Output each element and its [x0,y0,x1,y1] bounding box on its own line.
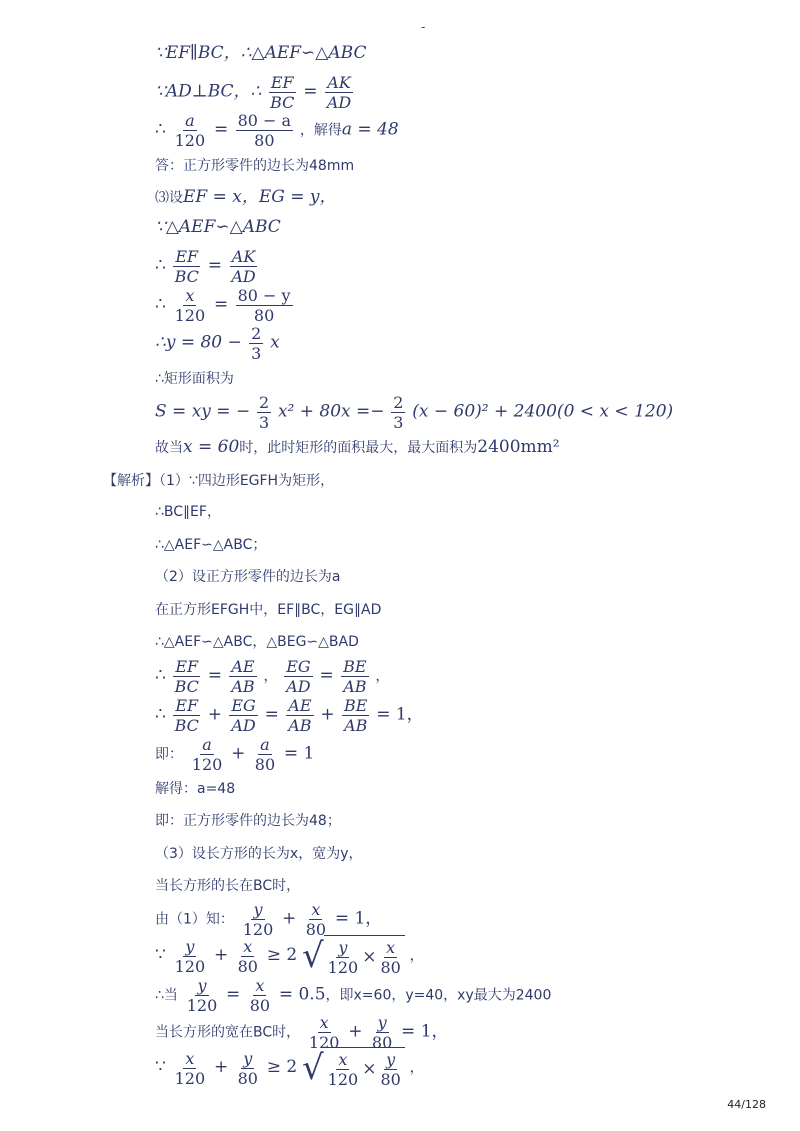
text: ∴y = 80 − [155,332,248,353]
fraction [173,937,208,976]
numerator: EF [270,73,294,92]
text: ，解得 [299,122,342,139]
denominator: 3 [251,344,262,363]
plus: + [231,743,251,764]
denominator: 120 [327,1069,359,1089]
fraction [253,735,277,774]
numerator: AE [288,696,312,715]
numerator: EG [231,696,256,715]
text: 时，此时矩形的面积最大，最大面积为 [239,440,478,456]
denominator: 120 [308,1033,340,1052]
text: 2400mm² [477,437,560,457]
plus: + [207,704,228,725]
denominator: 120 [186,996,218,1015]
numerator: x [255,976,265,995]
text: ∴ [155,665,166,686]
denominator: BC [270,93,295,112]
denominator: 3 [393,413,404,432]
fraction [185,976,220,1015]
text: = 0.5 [278,984,326,1005]
analysis-line: 即：正方形零件的边长为48； [155,813,341,829]
text: S = xy = − [155,401,251,422]
text: x² + 80x =− [277,401,385,422]
fraction [378,938,402,977]
numerator: a [185,111,195,130]
text: ， [409,948,424,964]
line-area-formula [155,393,673,432]
denominator: 120 [174,306,206,325]
fraction [236,937,260,976]
fraction [173,696,201,735]
line-similar: ∵△AEF∽△ABC [155,217,281,237]
line-ratio [155,247,260,286]
equals: = [319,665,340,686]
text: ，即x=60，y=40，xy最大为2400 [325,987,552,1004]
denominator: AB [231,677,255,696]
numerator: 80 − a [237,111,292,130]
analysis-inequality-2 [155,1047,424,1089]
denominator: 80 [371,1033,393,1052]
fraction [268,73,296,112]
fraction [304,900,328,939]
text: = 1， [401,1021,449,1042]
line-answer-1: 答：正方形零件的边长为48mm [155,158,355,174]
text: ∵AD⊥BC，∴ [155,81,262,102]
square-root [302,1047,405,1089]
denominator: 80 [380,957,401,977]
line-conclusion [155,437,560,458]
equals: = [213,294,234,315]
radicand [324,935,405,977]
text: 故当 [155,440,183,456]
text: ≥ 2 [266,1057,298,1077]
square-root [302,935,405,977]
line-solve-a [155,111,399,150]
plus: + [348,1021,368,1042]
numerator: BE [343,657,367,676]
fraction [325,73,353,112]
fraction [236,1049,260,1088]
denominator: 120 [191,755,223,774]
analysis-line: （2）设正方形零件的边长为a [155,569,341,585]
fraction [286,696,313,735]
numerator: AE [231,657,255,676]
fraction [326,938,361,977]
numerator: y [243,1048,253,1068]
text: x = 60 [183,437,240,457]
fraction [378,1050,402,1089]
analysis-line: ∴△AEF∽△ABC； [155,537,267,553]
analysis-line: 解得：a=48 [155,781,236,797]
denominator: 80 [237,1068,258,1088]
fraction [249,324,263,363]
numerator: x [338,1049,348,1069]
fraction [190,735,225,774]
denominator: AD [286,677,311,696]
equals: = [226,984,246,1005]
header-mark: - [421,20,426,34]
denominator: 80 [249,996,271,1015]
numerator: 80 − y [237,286,291,305]
equals: = [207,665,228,686]
fraction [342,696,369,735]
numerator: AK [327,73,351,92]
denominator: 80 [305,920,327,939]
denominator: AB [344,716,368,735]
fraction [173,657,201,696]
text: EF = x，EG = y， [183,187,337,207]
numerator: x [319,1013,329,1032]
numerator: y [185,936,195,956]
numerator: EF [175,247,199,266]
denominator: 120 [327,957,359,977]
numerator: EG [286,657,311,676]
denominator: BC [174,716,199,735]
text: ∵ [155,945,166,965]
fraction [284,657,312,696]
numerator: a [202,735,212,754]
plus: + [213,1057,234,1077]
line-y-expression [155,324,280,363]
analysis-sum [155,696,424,735]
denominator: BC [174,677,199,696]
numerator: y [253,900,263,919]
fraction [229,657,256,696]
analysis-line: ∴BC∥EF， [155,504,221,520]
numerator: x [185,286,195,305]
analysis-known [155,900,382,939]
radicand [324,1047,405,1089]
text: ∴ [155,255,166,276]
denominator: 80 [380,1069,401,1089]
numerator: BE [344,696,368,715]
text: a = 48 [341,119,399,140]
numerator: x [311,900,321,919]
numerator: 2 [393,393,404,412]
numerator: x [185,1048,195,1068]
denominator: AD [231,267,256,286]
radical-sign: √ [301,936,324,976]
analysis-inequality [155,935,424,977]
denominator: 80 [254,131,275,150]
analysis-equation [155,735,314,774]
fraction [241,900,276,939]
denominator: 80 [253,306,275,325]
analysis-heading: 【解析】（1）∵四边形EGFH为矩形， [103,473,335,489]
radical-sign: √ [301,1048,324,1088]
denominator: AB [343,677,367,696]
numerator: 2 [251,324,262,343]
text: ∴ [155,294,166,315]
denominator: BC [174,267,199,286]
line-area-intro: ∴矩形面积为 [155,371,234,387]
numerator: AK [231,247,256,266]
times: × [362,947,377,967]
text: ≥ 2 [266,945,298,965]
text: 即： [155,746,183,763]
denominator: AD [326,93,352,112]
plus: + [282,908,302,929]
equals: = [303,81,323,102]
numerator: y [338,937,348,957]
denominator: 120 [174,1068,206,1088]
analysis-ratios [155,657,389,696]
numerator: y [377,1013,387,1032]
analysis-line: ∴△AEF∽△ABC，△BEG∽△BAD [155,634,359,650]
text: ∴ [155,704,166,725]
fraction [391,393,405,432]
text: = 1， [334,908,383,929]
numerator: x [386,937,396,957]
denominator: 120 [174,131,206,150]
fraction [236,286,293,325]
denominator: 120 [174,956,206,976]
equals: = [264,704,285,725]
text: ， [263,668,278,685]
text: 当长方形的宽在BC时， [155,1024,301,1041]
denominator: AD [231,716,256,735]
numerator: EF [175,657,199,676]
denominator: 80 [254,755,276,774]
times: × [362,1059,377,1079]
fraction [257,393,271,432]
denominator: 120 [242,920,274,939]
text: = 1 [283,743,315,764]
fraction [341,657,368,696]
fraction [236,111,293,150]
fraction [326,1050,361,1089]
plus: + [213,945,234,965]
text: ∴ [155,119,166,140]
plus: + [320,704,340,725]
numerator: x [243,936,253,956]
line-perpendicular-ratio [155,73,355,112]
fraction [248,976,272,1015]
fraction [229,696,257,735]
line-parallel-similar: ∵EF∥BC，∴△AEF∽△ABC [155,43,367,63]
denominator: 3 [258,413,270,432]
analysis-equality-case [155,976,551,1015]
numerator: y [197,976,207,995]
text: ∵ [155,1057,166,1077]
text: (x − 60)² + 2400(0 < x < 120) [412,401,674,422]
analysis-line: 当长方形的长在BC时， [155,878,301,894]
line-ratio-xy [155,286,295,325]
fraction [173,1049,208,1088]
fraction [229,247,257,286]
numerator: 2 [258,393,270,412]
page-number: 44/128 [727,1098,766,1111]
text: ⑶设 [155,190,183,206]
numerator: EF [175,696,199,715]
equals: = [207,255,228,276]
analysis-line: 在正方形EFGH中，EF∥BC，EG∥AD [155,602,382,618]
numerator: y [386,1049,396,1069]
text: 由（1）知： [155,911,234,928]
denominator: AB [288,716,312,735]
fraction [173,111,208,150]
line-set-variables [155,187,337,208]
denominator: 80 [237,956,258,976]
text: x [270,332,280,353]
fraction [173,247,201,286]
fraction [173,286,208,325]
text: ∴当 [155,987,178,1004]
text: ， [375,668,390,685]
text: ， [409,1060,424,1076]
analysis-line: （3）设长方形的长为x，宽为y， [155,846,363,862]
text: = 1， [376,704,424,725]
equals: = [213,119,234,140]
numerator: a [260,735,270,754]
